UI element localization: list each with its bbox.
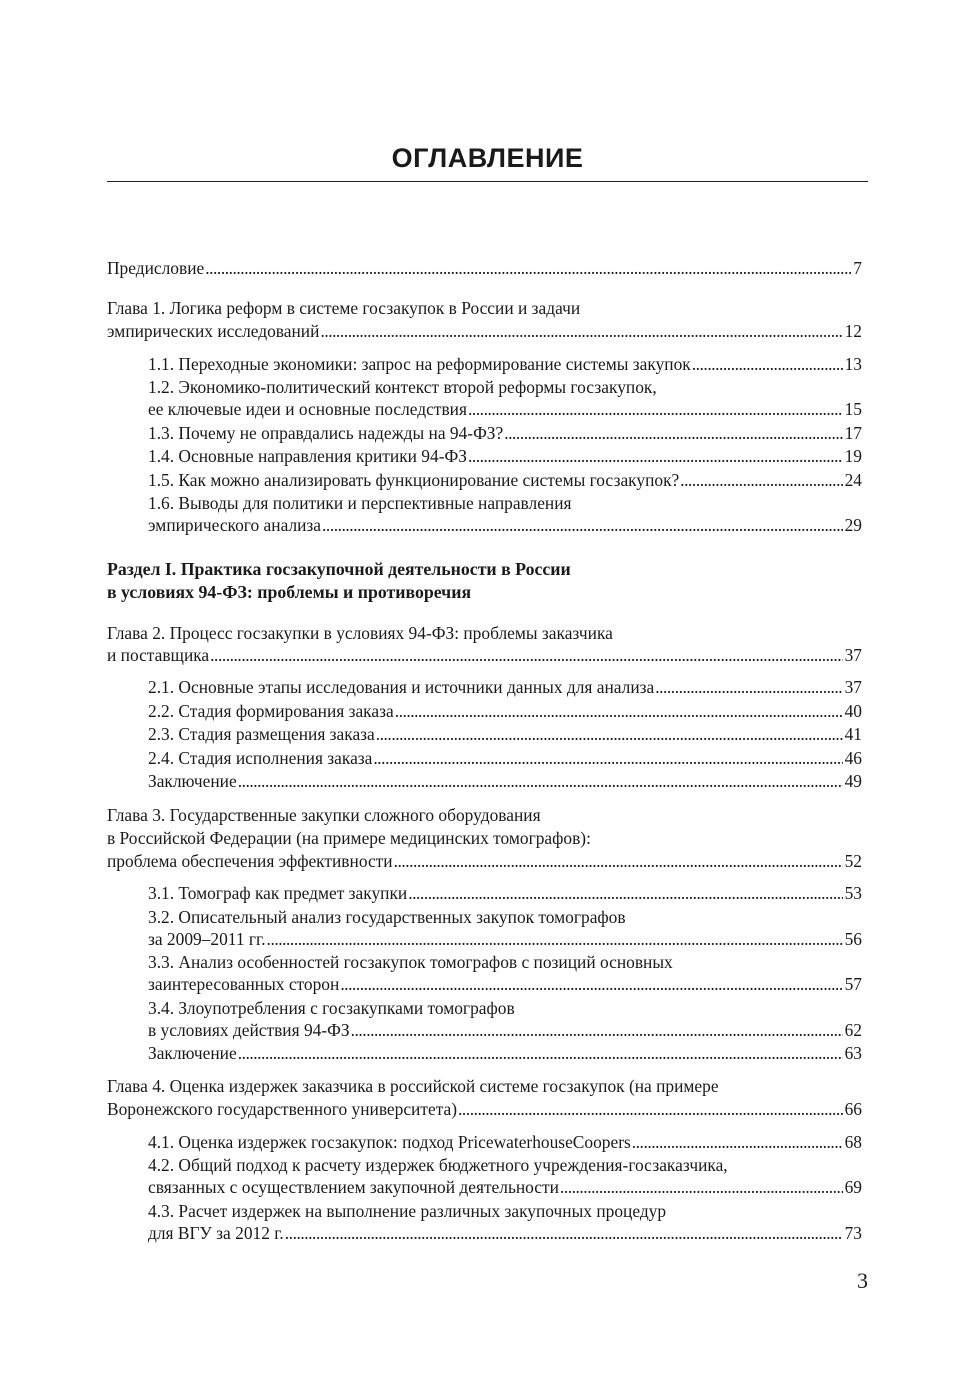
toc-page-number: 69	[844, 1177, 862, 1197]
dot-leader	[210, 644, 842, 668]
toc-page-number: 7	[853, 258, 862, 278]
toc-entry-text: 4.2. Общий подход к расчету издержек бюджетного учреждения-госзаказчика,	[148, 1155, 728, 1175]
toc-page-number: 53	[844, 883, 862, 903]
toc-entry-3-1[interactable]	[148, 882, 862, 906]
toc-entry-text: Глава 1. Логика реформ в системе госзакупок в России и задачи	[107, 297, 581, 318]
toc-entry-text: за 2009–2011 гг.	[148, 928, 266, 949]
toc-entry-text: 2.2. Стадия формирования заказа	[148, 700, 394, 721]
toc-entry-text: заинтересованных сторон	[148, 974, 340, 994]
toc-entry-1-4[interactable]	[148, 445, 862, 469]
toc-entry-text: Предисловие	[107, 258, 205, 278]
table-of-contents	[107, 257, 862, 1245]
toc-entry-text: 1.5. Как можно анализировать функционирование системы госзакупок?	[148, 469, 680, 490]
toc-entry-text: в условиях действия 94-ФЗ	[148, 1019, 350, 1040]
dot-leader	[320, 320, 842, 344]
toc-page-number: 15	[844, 399, 862, 419]
title-divider	[107, 181, 868, 182]
toc-page-number: 19	[844, 446, 862, 466]
toc-entry-chapter-4[interactable]	[107, 1075, 862, 1122]
dot-leader	[285, 1222, 843, 1246]
toc-page-number: 29	[844, 515, 862, 535]
toc-entry-text: 3.3. Анализ особенностей госзакупок томографов с позиций основных	[148, 952, 673, 972]
toc-entry-text: в Российской Федерации (на примере медицинских томографов):	[107, 827, 591, 848]
toc-entry-text: 3.4. Злоупотребления с госзакупками томографов	[148, 997, 515, 1018]
dot-leader	[458, 1098, 843, 1122]
toc-entry-4-3[interactable]	[148, 1200, 862, 1246]
toc-page-number: 68	[844, 1131, 862, 1152]
toc-entry-text: 2.4. Стадия исполнения заказа	[148, 747, 373, 768]
toc-entry-2-4[interactable]	[148, 747, 862, 771]
toc-entry-text: Глава 4. Оценка издержек заказчика в российской системе госзакупок (на примере	[107, 1075, 719, 1096]
dot-leader	[468, 398, 843, 422]
dot-leader	[238, 770, 843, 794]
toc-entry-text: Воронежского государственного университета)	[107, 1099, 458, 1119]
toc-entry-preface[interactable]	[107, 257, 862, 281]
toc-page-number: 13	[844, 353, 862, 374]
toc-entry-1-2[interactable]	[148, 376, 862, 422]
toc-entry-4-1[interactable]	[148, 1131, 862, 1155]
toc-entry-text: эмпирического анализа	[148, 515, 322, 535]
dot-leader	[238, 1042, 843, 1066]
dot-leader	[468, 445, 843, 469]
toc-entry-text: проблема обеспечения эффективности	[107, 850, 393, 871]
toc-entry-chapter-2[interactable]	[107, 622, 862, 668]
toc-entry-text: Заключение	[148, 771, 237, 791]
toc-page-number: 56	[844, 928, 862, 949]
toc-page-number: 62	[844, 1019, 862, 1040]
dot-leader	[351, 1019, 843, 1043]
toc-page-number: 63	[844, 1043, 862, 1063]
toc-entry-text: 3.1. Томограф как предмет закупки	[148, 883, 408, 903]
dot-leader	[632, 1131, 843, 1155]
toc-entry-text: Глава 2. Процесс госзакупки в условиях 94-ФЗ: проблемы заказчика	[107, 622, 613, 643]
toc-entry-text: 4.1. Оценка издержек госзакупок: подход PricewaterhouseCoopers	[148, 1131, 631, 1152]
toc-entry-chapter-1[interactable]	[107, 297, 862, 344]
toc-page-number: 37	[844, 677, 862, 697]
toc-page-number: 73	[844, 1222, 862, 1243]
toc-entry-3-2[interactable]	[148, 906, 862, 952]
dot-leader	[692, 353, 843, 377]
dot-leader	[373, 747, 842, 771]
toc-entry-text: 3.2. Описательный анализ государственных закупок томографов	[148, 906, 626, 927]
toc-entry-1-1[interactable]	[148, 353, 862, 377]
toc-entry-text: 1.3. Почему не оправдались надежды на 94-ФЗ?	[148, 422, 504, 443]
dot-leader	[560, 1176, 843, 1200]
toc-entry-chapter-3[interactable]	[107, 804, 862, 874]
dot-leader	[205, 257, 851, 281]
dot-leader	[504, 422, 842, 446]
page-title: ОГЛАВЛЕНИЕ	[391, 143, 584, 173]
toc-entry-3-4[interactable]	[148, 997, 862, 1043]
toc-entry-text: ее ключевые идеи и основные последствия	[148, 399, 467, 419]
toc-section-heading[interactable]	[107, 558, 862, 605]
toc-entry-2-3[interactable]	[148, 723, 862, 747]
toc-page-number: 17	[844, 422, 862, 443]
toc-page-number: 24	[844, 469, 862, 490]
toc-page-number: 66	[844, 1099, 862, 1119]
toc-entry-4-2[interactable]	[148, 1154, 862, 1200]
dot-leader	[376, 723, 843, 747]
toc-entry-text: Глава 3. Государственные закупки сложного оборудования	[107, 804, 541, 825]
toc-section-text: в условиях 94-ФЗ: проблемы и противоречия	[107, 582, 472, 602]
dot-leader	[322, 514, 843, 538]
toc-entry-2-1[interactable]	[148, 676, 862, 700]
toc-page-number: 46	[844, 747, 862, 768]
toc-entry-text: 2.3. Стадия размещения заказа	[148, 724, 375, 744]
toc-entry-text: 1.6. Выводы для политики и перспективные направления	[148, 493, 572, 513]
toc-entry-chapter-2-conclusion[interactable]	[148, 770, 862, 794]
dot-leader	[408, 882, 842, 906]
dot-leader	[655, 676, 842, 700]
toc-page-number: 41	[844, 724, 862, 744]
toc-entry-text: и поставщика	[107, 644, 210, 665]
toc-entry-text: 4.3. Расчет издержек на выполнение различных закупочных процедур	[148, 1200, 667, 1221]
dot-leader	[395, 700, 843, 724]
toc-page-number: 49	[844, 771, 862, 791]
toc-entry-text: для ВГУ за 2012 г.	[148, 1222, 284, 1243]
toc-entry-text: эмпирических исследований	[107, 321, 320, 341]
toc-page-number: 12	[844, 321, 862, 341]
toc-entry-text: связанных с осуществлением закупочной деятельности	[148, 1177, 559, 1197]
toc-page-number: 40	[844, 700, 862, 721]
toc-entry-3-3[interactable]	[148, 951, 862, 997]
toc-entry-text: 1.2. Экономико-политический контекст второй реформы госзакупок,	[148, 377, 657, 397]
toc-entry-2-2[interactable]	[148, 700, 862, 724]
page-number: 3	[857, 1268, 868, 1293]
toc-page-number: 52	[844, 850, 862, 871]
dot-leader	[340, 973, 842, 997]
toc-entry-1-6[interactable]	[148, 492, 862, 538]
toc-entry-text: 2.1. Основные этапы исследования и источники данных для анализа	[148, 677, 655, 697]
toc-entry-1-3[interactable]	[148, 422, 862, 446]
dot-leader	[394, 850, 843, 874]
toc-entry-text: 1.1. Переходные экономики: запрос на реформирование системы закупок	[148, 353, 691, 374]
toc-page-number: 37	[844, 644, 862, 665]
toc-section-text: Раздел I. Практика госзакупочной деятельности в России	[107, 558, 571, 579]
toc-entry-text: 1.4. Основные направления критики 94-ФЗ	[148, 446, 467, 466]
toc-entry-chapter-3-conclusion[interactable]	[148, 1042, 862, 1066]
toc-entry-text: Заключение	[148, 1043, 237, 1063]
toc-entry-1-5[interactable]	[148, 469, 862, 493]
dot-leader	[267, 928, 843, 952]
toc-page-number: 57	[844, 974, 862, 994]
dot-leader	[680, 469, 842, 493]
